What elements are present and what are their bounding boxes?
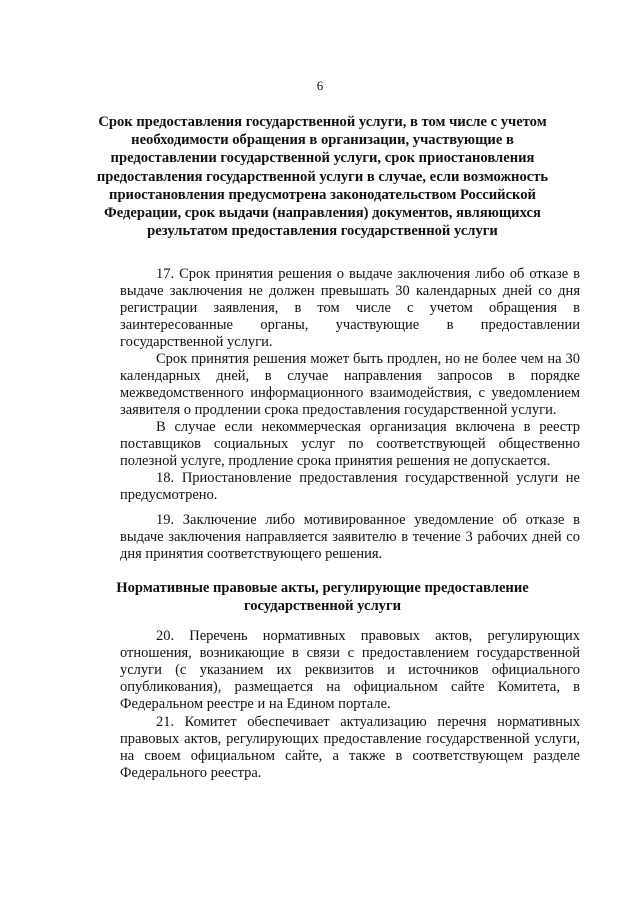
paragraph-18: 18. Приостановление предоставления государственной услуги не предусмотрено. [120, 470, 580, 504]
paragraph-17-registry: В случае если некоммерческая организация включена в реестр поставщиков социальных услуг по соответствующей общественно полезной услуге, продление срока принятия решения не допускается. [120, 419, 580, 470]
paragraph-17: 17. Срок принятия решения о выдаче заключения либо об отказе в выдаче заключения не должен превышать 30 календарных дней со дня регистрации заявления, в том числе с учетом обращения в заинтересованные органы, участвующие в предоставлении государственной услуги. [120, 266, 580, 351]
paragraph-21: 21. Комитет обеспечивает актуализацию перечня нормативных правовых актов, регулирующих предоставление государственной услуги, на своем официальном сайте, а также в соответствующем разделе Федерального реестра. [120, 714, 580, 782]
section-heading-term: Срок предоставления государственной услуги, в том числе с учетом необходимости обращения в организации, участвующие в предоставлении государственной услуги, срок приостановления предоставления государственной услуги в случае, если возможность приостановления предусмотрена законодательством Российской Федерации, срок выдачи (направления) документов, являющихся результатом предоставления государственной услуги [96, 114, 549, 240]
paragraph-20: 20. Перечень нормативных правовых актов, регулирующих отношения, возникающие в связи с предоставлением государственной услуги (с указанием их реквизитов и источников официального опубликования), размещается на официальном сайте Комитета, в Федеральном реестре и на Едином портале. [120, 628, 580, 713]
paragraph-19: 19. Заключение либо мотивированное уведомление об отказе в выдаче заключения направляется заявителю в течение 3 рабочих дней со дня принятия соответствующего решения. [120, 512, 580, 563]
paragraph-17-extension: Срок принятия решения может быть продлен, но не более чем на 30 календарных дней, в случае направления запросов в порядке межведомственного информационного взаимодействия, с уведомлением заявителя о продлении срока предоставления государственной услуги. [120, 351, 580, 419]
section-heading-legal-acts: Нормативные правовые акты, регулирующие предоставление государственной услуги [116, 580, 529, 615]
page-number: 6 [316, 78, 324, 93]
